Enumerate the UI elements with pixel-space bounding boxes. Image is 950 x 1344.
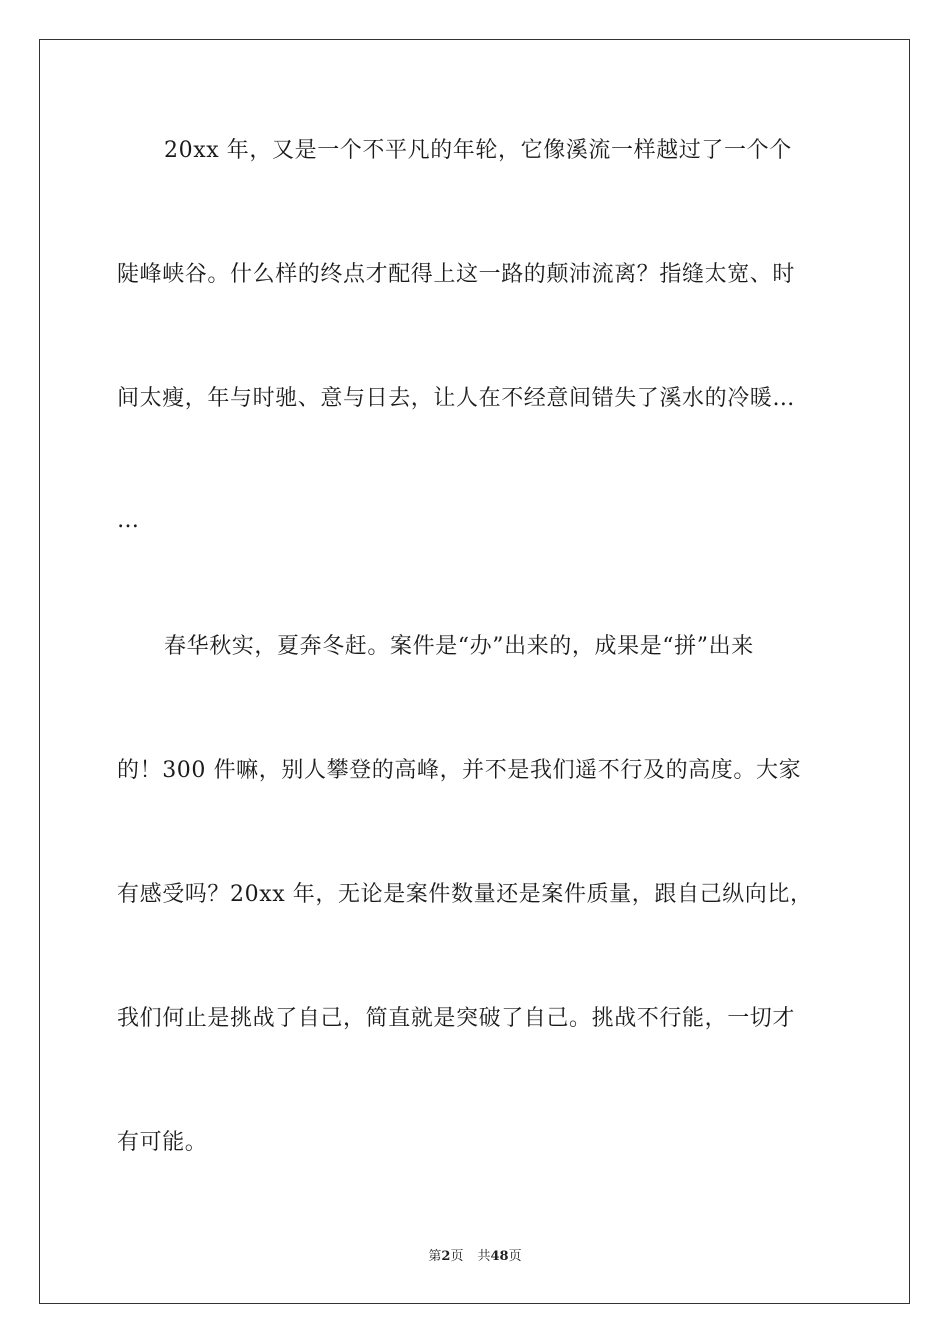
- paragraph-1-line-2: 陡峰峡谷。什么样的终点才配得上这一路的颠沛流离？指缝太宽、时: [117, 262, 796, 287]
- paragraph-2-line-2: 的！300 件嘛，别人攀登的高峰，并不是我们遥不行及的高度。大家: [117, 758, 802, 783]
- paragraph-2-line-3: 有感受吗？20xx 年，无论是案件数量还是案件质量，跟自己纵向比，: [117, 882, 813, 907]
- paragraph-1-line-3: 间太瘦，年与时驰、意与日去，让人在不经意间错失了溪水的冷暖…: [117, 386, 796, 411]
- footer-page-suffix: 页: [450, 1249, 464, 1264]
- footer-page-number: 2: [441, 1249, 451, 1264]
- paragraph-2-line-1: 春华秋实，夏奔冬赶。案件是“办”出来的，成果是“拼”出来: [164, 634, 754, 659]
- paragraph-1-line-4: …: [117, 508, 140, 533]
- paragraph-2-line-5: 有可能。: [117, 1130, 208, 1155]
- footer-total-suffix: 页: [508, 1249, 522, 1264]
- paragraph-2-line-4: 我们何止是挑战了自己，简直就是突破了自己。挑战不行能，一切才: [117, 1006, 796, 1031]
- footer-total-prefix: 共: [477, 1249, 491, 1264]
- footer-page-prefix: 第: [428, 1249, 442, 1264]
- footer-total-pages: 48: [490, 1249, 509, 1264]
- page-frame: [39, 39, 910, 1304]
- page-footer: [0, 1248, 950, 1266]
- paragraph-1-line-1: 20xx 年，又是一个不平凡的年轮，它像溪流一样越过了一个个: [164, 138, 792, 163]
